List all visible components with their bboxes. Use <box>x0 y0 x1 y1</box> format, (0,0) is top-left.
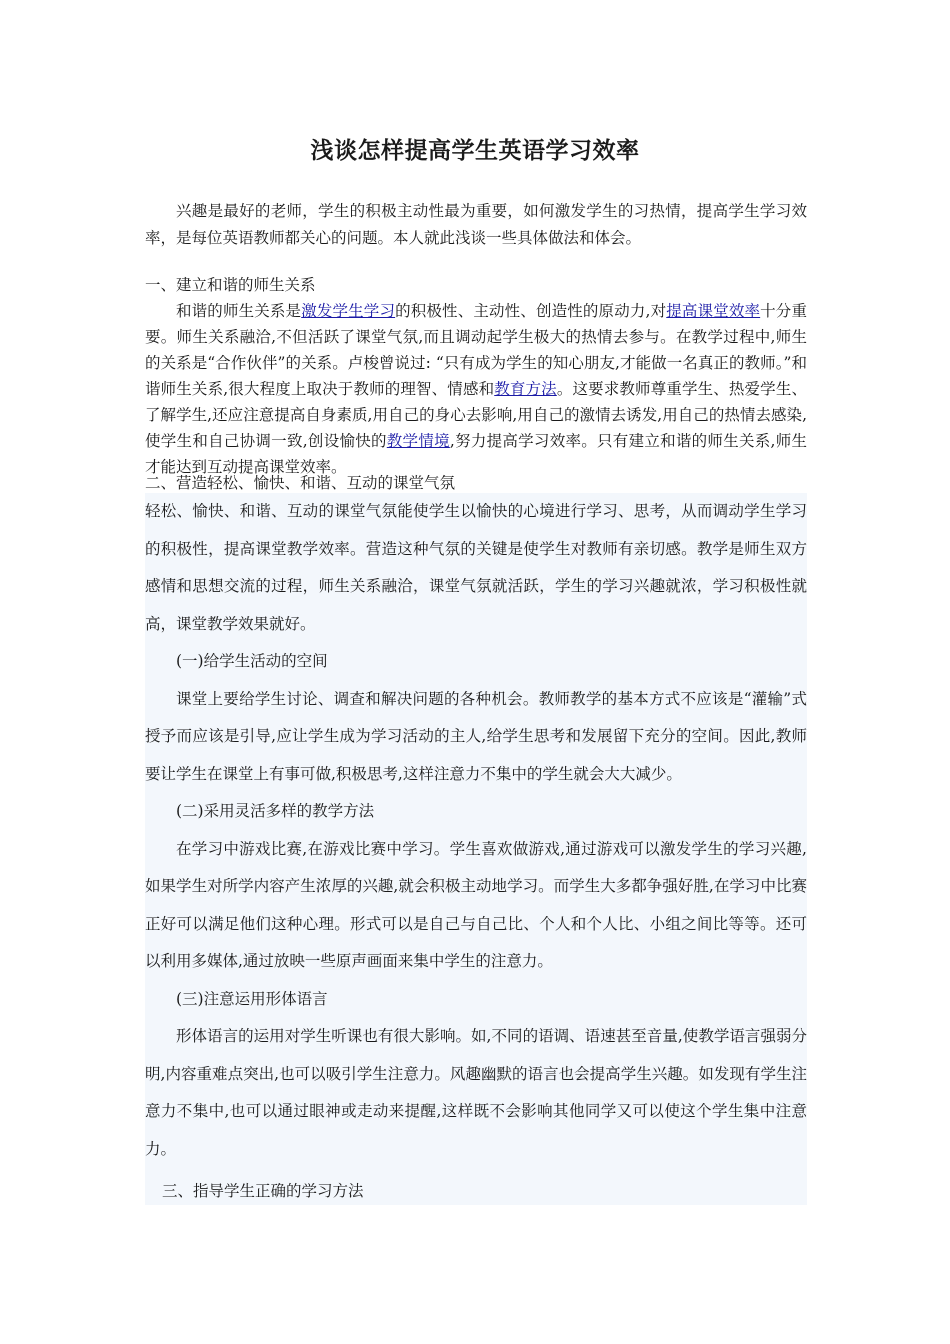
subsection-1-text: 课堂上要给学生讨论、调查和解决问题的各种机会。教师教学的基本方式不应该是“灌输”式授予而应该是引导,应让学生成为学习活动的主人,给学生思考和发展留下充分的空间。因此,教师要让学生在课堂上有事可做,积极思考,这样注意力不集中的学生就会大大减少。 <box>145 689 807 783</box>
section-1-text-e: ,努力提高学习效率。只有建立和谐的师生关系,师生才能达到互动提高课堂效率。 <box>145 432 807 476</box>
section-1-text-a: 和谐的师生关系是 <box>176 302 302 320</box>
section-2-heading: 二、营造轻松、愉快、和谐、互动的课堂气氛 <box>145 474 456 492</box>
section-1-body <box>145 298 807 480</box>
section-3-heading: 三、指导学生正确的学习方法 <box>162 1182 364 1200</box>
subsection-3-text: 形体语言的运用对学生听课也有很大影响。如,不同的语调、语速甚至音量,使教学语言强弱分明,内容重难点突出,也可以吸引学生注意力。风趣幽默的语言也会提高学生兴趣。如发现有学生注意力不集中,也可以通过眼神或走动来提醒,这样既不会影响其他同学又可以使这个学生集中注意力。 <box>145 1027 807 1158</box>
subsection-2-text: 在学习中游戏比赛,在游戏比赛中学习。学生喜欢做游戏,通过游戏可以激发学生的学习兴趣,如果学生对所学内容产生浓厚的兴趣,就会积极主动地学习。而学生大多都争强好胜,在学习中比赛正好可以满足他们这种心理。形式可以是自己与自己比、个人和个人比、小组之间比等等。还可以利用多媒体,通过放映一些原声画面来集中学生的注意力。 <box>145 839 807 970</box>
link-stimulate-learning[interactable]: 激发学生学习 <box>301 302 396 320</box>
link-teaching-situation[interactable]: 教学情境 <box>386 432 450 450</box>
subsection-3-heading: (三)注意运用形体语言 <box>176 989 328 1008</box>
section-1-heading: 一、建立和谐的师生关系 <box>145 276 316 294</box>
intro-paragraph <box>145 198 807 252</box>
section-2-shaded-block <box>145 493 807 1205</box>
link-improve-class-efficiency[interactable]: 提高课堂效率 <box>666 302 761 320</box>
intro-text: 兴趣是最好的老师，学生的积极主动性最为重要，如何激发学生的习热情，提高学生学习效率，是每位英语教师都关心的问题。本人就此浅谈一些具体做法和体会。 <box>145 202 807 247</box>
section-2-intro: 轻松、愉快、和谐、互动的课堂气氛能使学生以愉快的心境进行学习、思考，从而调动学生学习的积极性，提高课堂教学效率。营造这种气氛的关键是使学生对教师有亲切感。教学是师生双方感情和思想交流的过程，师生关系融洽，课堂气氛就活跃，学生的学习兴趣就浓，学习积极性就高，课堂教学效果就好。 <box>145 502 807 633</box>
section-1-text-d: 。这要求教师尊重学生、热爱学生、了解学生,还应注意提高自身素质,用自己的身心去影响,用自己的激情去诱发,用自己的热情去感染,使学生和自己协调一致,创设愉快的 <box>145 380 807 450</box>
subsection-2-heading: (二)采用灵活多样的教学方法 <box>176 802 375 820</box>
section-1-text-c: 十分重要。师生关系融洽,不但活跃了课堂气氛,而且调动起学生极大的热情去参与。在教学过程中,师生的关系是“合作伙伴”的关系。卢梭曾说过: “只有成为学生的知心朋友,才能做一名真正的教师。”和谐师生关系,很大程度上取决于教师的理智、情感和 <box>145 302 807 398</box>
subsection-1-heading: (一)给学生活动的空间 <box>176 652 328 670</box>
section-1-text-b: 的积极性、主动性、创造性的原动力,对 <box>395 302 667 320</box>
document-title: 浅谈怎样提高学生英语学习效率 <box>310 137 640 164</box>
link-education-methods[interactable]: 教育方法 <box>494 380 557 398</box>
section-1 <box>145 272 807 480</box>
